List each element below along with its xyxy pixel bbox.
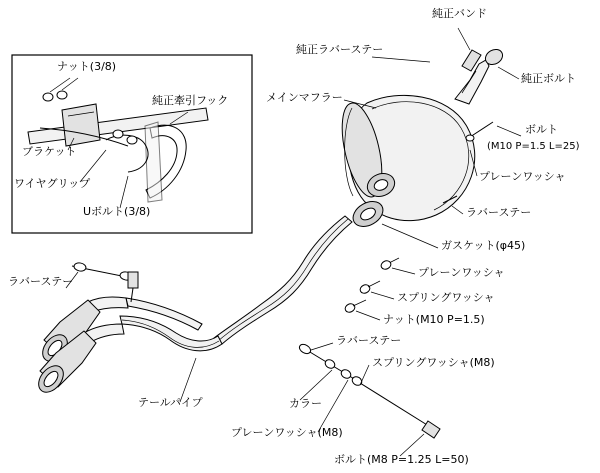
label-plain-washer-2: プレーンワッシャ bbox=[418, 266, 505, 279]
label-genuine-band: 純正バンド bbox=[432, 7, 487, 20]
label-bolt-m8: ボルト(M8 P=1.25 L=50) bbox=[334, 453, 469, 466]
label-collar: カラー bbox=[289, 397, 322, 410]
label-genuine-tow-hook: 純正牽引フック bbox=[152, 94, 229, 107]
rubber-stay-left-graphic bbox=[72, 262, 138, 302]
hardware-stack-graphic bbox=[298, 258, 440, 438]
label-plain-washer-m8: プレーンワッシャ(M8) bbox=[231, 426, 343, 439]
label-bracket: ブラケット bbox=[22, 145, 77, 158]
label-genuine-rubber-stay: 純正ラバーステー bbox=[296, 43, 384, 56]
label-wire-grip: ワイヤグリップ bbox=[14, 177, 91, 190]
label-tail-pipe: テールパイプ bbox=[138, 396, 203, 409]
label-rubber-stay-1: ラバーステー bbox=[466, 206, 532, 219]
label-gasket: ガスケット(φ45) bbox=[441, 239, 526, 252]
tail-pipe-graphic bbox=[34, 297, 128, 397]
main-muffler-graphic bbox=[335, 46, 506, 220]
label-plain-washer-1: プレーンワッシャ bbox=[479, 170, 566, 183]
label-bolt-m10: ボルト bbox=[525, 123, 558, 136]
label-spring-washer-1: スプリングワッシャ bbox=[397, 291, 495, 304]
label-nut-m10: ナット(M10 P=1.5) bbox=[383, 313, 485, 326]
label-nut-38: ナット(3/8) bbox=[57, 60, 117, 73]
label-main-muffler: メインマフラー bbox=[266, 91, 343, 104]
label-rubber-stay-3: ラバーステー bbox=[8, 275, 74, 288]
label-spring-washer-m8: スプリングワッシャ(M8) bbox=[372, 356, 495, 369]
label-genuine-bolt: 純正ボルト bbox=[521, 72, 576, 85]
label-u-bolt-38: Uボルト(3/8) bbox=[83, 205, 151, 218]
label-rubber-stay-2: ラバーステー bbox=[336, 334, 402, 347]
label-bolt-m10-spec: (M10 P=1.5 L=25) bbox=[487, 141, 580, 152]
